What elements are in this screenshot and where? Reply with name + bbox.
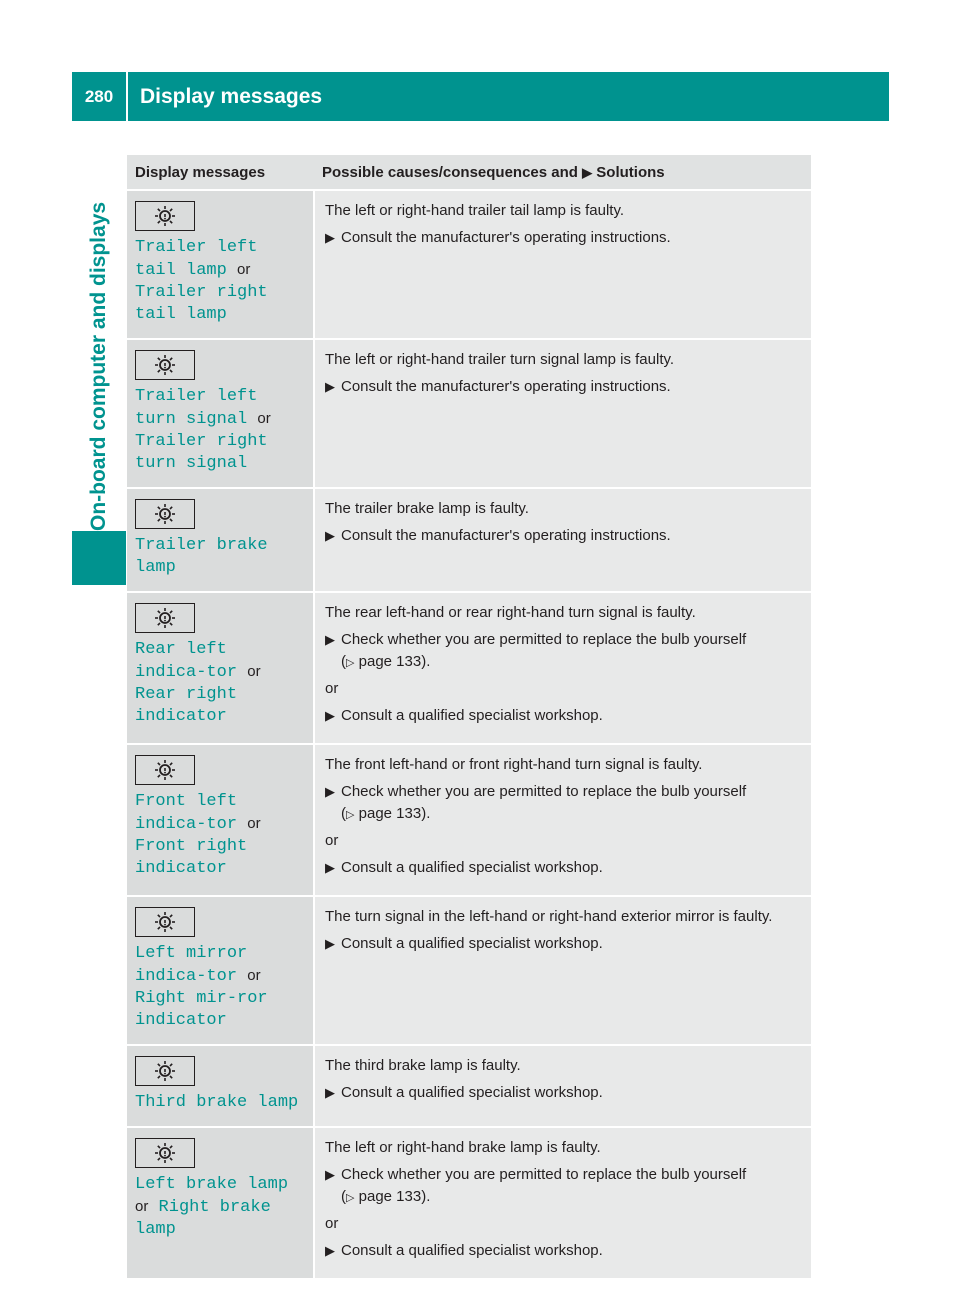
page-reference[interactable]: (▷ page 133). — [341, 805, 431, 822]
message-b: Trailer right turn signal — [135, 432, 268, 473]
lamp-icon — [135, 907, 195, 937]
step-arrow-icon: ▶ — [325, 379, 335, 394]
message-cell — [127, 592, 314, 744]
message-b: Right mir-ror indicator — [135, 989, 268, 1030]
message-or: or — [247, 815, 261, 832]
message-a: Left brake lamp — [135, 1175, 289, 1194]
page-ref-arrow-icon: ▷ — [346, 657, 355, 669]
message-cell — [127, 896, 314, 1045]
message-a: Left mirror indica-tor — [135, 944, 248, 986]
display-message — [135, 237, 305, 326]
solution-step — [325, 781, 801, 826]
page-ref-text[interactable]: page 133). — [358, 1188, 431, 1205]
step-arrow-icon: ▶ — [325, 1085, 335, 1100]
message-cell — [127, 1045, 314, 1127]
cause-text: The turn signal in the left-hand or right-hand exterior mirror is faulty. — [325, 908, 773, 925]
solution-step — [325, 1164, 801, 1209]
step-arrow-icon: ▶ — [325, 1243, 335, 1258]
cause-text: The left or right-hand trailer tail lamp is faulty. — [325, 202, 625, 219]
step-text: Consult the manufacturer's operating instructions. — [341, 527, 671, 544]
solution-step — [325, 227, 801, 249]
message-or: or — [247, 967, 261, 984]
solution-step — [325, 629, 801, 674]
lamp-icon — [135, 1056, 195, 1086]
page-ref-text[interactable]: page 133). — [358, 653, 431, 670]
solution-step — [325, 1082, 801, 1104]
table-row — [127, 896, 811, 1045]
step-arrow-icon: ▶ — [325, 936, 335, 951]
page-title: Display messages — [128, 72, 889, 121]
display-message — [135, 386, 305, 475]
step-arrow-icon: ▶ — [325, 708, 335, 723]
display-message — [135, 1174, 305, 1241]
cause-text: The trailer brake lamp is faulty. — [325, 500, 529, 517]
solution-cell — [314, 1127, 811, 1278]
display-messages-table — [127, 155, 811, 1278]
message-a: Trailer left turn signal — [135, 387, 258, 429]
table-row — [127, 1127, 811, 1278]
solution-cell — [314, 896, 811, 1045]
or-text: or — [325, 1215, 339, 1232]
page-ref-arrow-icon: ▷ — [346, 809, 355, 821]
table-row — [127, 190, 811, 339]
message-cell — [127, 1127, 314, 1278]
message-or: or — [257, 410, 271, 427]
col-header-messages: Display messages — [127, 155, 314, 190]
step-text: Consult a qualified specialist workshop. — [341, 707, 603, 724]
cause-text: The left or right-hand brake lamp is faulty. — [325, 1139, 601, 1156]
table-row — [127, 1045, 811, 1127]
page-ref-arrow-icon: ▷ — [346, 1192, 355, 1204]
step-arrow-icon: ▶ — [325, 632, 335, 647]
solution-step — [325, 525, 801, 547]
solution-step — [325, 705, 801, 727]
solution-cell — [314, 488, 811, 592]
solution-step — [325, 857, 801, 879]
step-text: Check whether you are permitted to replace the bulb yourself — [341, 783, 747, 800]
step-arrow-icon: ▶ — [325, 1167, 335, 1182]
step-arrow-icon: ▶ — [325, 860, 335, 875]
or-text: or — [325, 832, 339, 849]
step-text: Check whether you are permitted to replace the bulb yourself — [341, 631, 747, 648]
or-text: or — [325, 680, 339, 697]
table-row — [127, 744, 811, 896]
solution-step — [325, 1240, 801, 1262]
table-row — [127, 339, 811, 488]
message-b: Rear right indicator — [135, 685, 238, 726]
table-row — [127, 592, 811, 744]
message-b: Front right indicator — [135, 837, 248, 878]
lamp-icon — [135, 350, 195, 380]
section-tab-label: On-board computer and displays — [87, 201, 110, 531]
step-text: Consult a qualified specialist workshop. — [341, 1084, 603, 1101]
lamp-icon — [135, 755, 195, 785]
display-message — [135, 639, 305, 728]
step-text: Consult the manufacturer's operating instructions. — [341, 378, 671, 395]
message-cell — [127, 488, 314, 592]
solution-cell — [314, 339, 811, 488]
display-message — [135, 535, 305, 579]
lamp-icon — [135, 499, 195, 529]
table-header-row — [127, 155, 811, 190]
solution-step — [325, 933, 801, 955]
solutions-arrow-icon: ▶ — [582, 164, 593, 180]
message-a: Front left indica-tor — [135, 792, 238, 834]
cause-text: The front left-hand or front right-hand turn signal is faulty. — [325, 756, 703, 773]
page-ref-text[interactable]: page 133). — [358, 805, 431, 822]
step-arrow-icon: ▶ — [325, 230, 335, 245]
message-a: Rear left indica-tor — [135, 640, 238, 682]
lamp-icon — [135, 603, 195, 633]
section-tab-block — [72, 531, 126, 585]
message-cell — [127, 339, 314, 488]
message-b: Trailer right tail lamp — [135, 283, 268, 324]
step-text: Consult a qualified specialist workshop. — [341, 935, 603, 952]
message-or: or — [135, 1198, 149, 1215]
cause-text: The rear left-hand or rear right-hand turn signal is faulty. — [325, 604, 696, 621]
message-or: or — [247, 663, 261, 680]
message-or: or — [237, 261, 251, 278]
step-arrow-icon: ▶ — [325, 528, 335, 543]
page-number: 280 — [72, 72, 126, 121]
table-row — [127, 488, 811, 592]
lamp-icon — [135, 1138, 195, 1168]
step-text: Consult the manufacturer's operating instructions. — [341, 229, 671, 246]
solution-cell — [314, 1045, 811, 1127]
display-message — [135, 943, 305, 1032]
message-b: Right brake lamp — [135, 1198, 271, 1239]
display-message — [135, 1092, 305, 1114]
step-arrow-icon: ▶ — [325, 784, 335, 799]
message-a: Trailer left tail lamp — [135, 238, 258, 280]
lamp-icon — [135, 201, 195, 231]
message-a: Third brake lamp — [135, 1093, 299, 1112]
message-cell — [127, 190, 314, 339]
col-header-solutions-suffix: Solutions — [596, 163, 665, 181]
solution-cell — [314, 744, 811, 896]
page-reference[interactable]: (▷ page 133). — [341, 1188, 431, 1205]
message-cell — [127, 744, 314, 896]
solution-cell — [314, 190, 811, 339]
step-text: Consult a qualified specialist workshop. — [341, 859, 603, 876]
message-a: Trailer brake lamp — [135, 536, 268, 577]
cause-text: The left or right-hand trailer turn signal lamp is faulty. — [325, 351, 675, 368]
solution-step — [325, 376, 801, 398]
step-text: Consult a qualified specialist workshop. — [341, 1242, 603, 1259]
solution-cell — [314, 592, 811, 744]
cause-text: The third brake lamp is faulty. — [325, 1057, 521, 1074]
step-text: Check whether you are permitted to replace the bulb yourself — [341, 1166, 747, 1183]
display-message — [135, 791, 305, 880]
col-header-solutions — [314, 155, 811, 190]
col-header-solutions-prefix: Possible causes/consequences and — [322, 163, 583, 181]
page-reference[interactable]: (▷ page 133). — [341, 653, 431, 670]
